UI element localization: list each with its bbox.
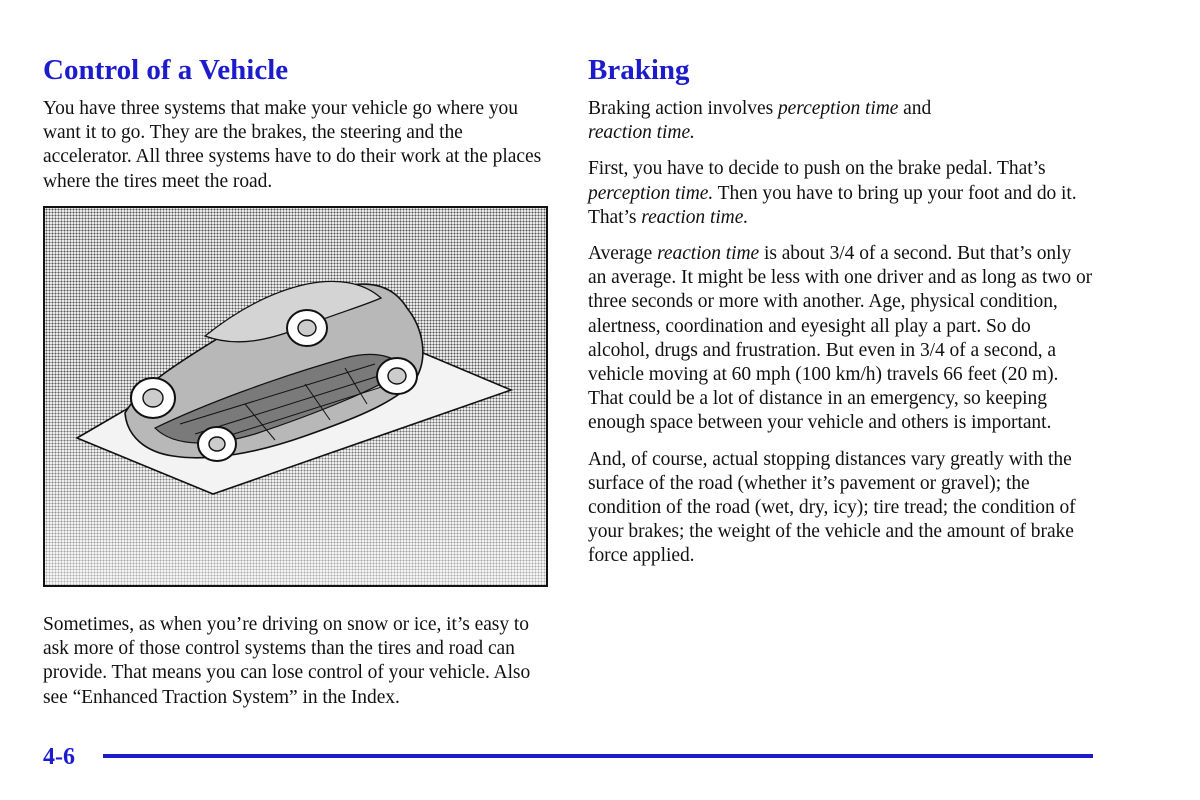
emphasis-term: perception time — [777, 98, 899, 119]
text-run: is about 3/4 of a second. But that’s only an average. It might be less with one driver and as long as two or three seconds or more with another. Age, physical condition, alertness, coordination and eyesight all play a part. So do alcohol, drugs and frustration. But even in 3/4 of a second, a vehicle moving at 60 mph (100 km/h) travels 66 feet (20 m). That could be a lot of distance in an emergency, so keeping enough space between your vehicle and others is important. — [588, 243, 1093, 434]
page-number: 4-6 — [43, 744, 75, 770]
left-column-continued — [43, 613, 551, 710]
text-run: and — [898, 98, 932, 119]
front-left-wheel — [131, 378, 175, 418]
front-right-wheel — [198, 427, 236, 461]
intro-paragraph: You have three systems that make your vehicle go where you want it to go. They are the brakes, the steering and the accelerator. All three systems have to do their work at the places where the tires meet the road. — [43, 98, 542, 192]
section-heading-control: Control of a Vehicle — [43, 54, 289, 86]
braking-paragraph-2 — [588, 157, 1094, 230]
text-run: First, you have to decide to push on the brake pedal. That’s — [588, 158, 1046, 180]
footer-rule — [103, 754, 1093, 758]
right-column — [588, 52, 1094, 581]
vehicle-underside-drawing — [45, 208, 546, 585]
emphasis-term: perception time. — [588, 182, 714, 204]
braking-paragraph-4: And, of course, actual stopping distances vary greatly with the surface of the road (whether it’s pavement or gravel); the condition of the road (wet, dry, icy); tire tread; the condition of your brakes; the weight of the vehicle and the amount of brake force applied. — [588, 448, 1076, 567]
section-heading-braking: Braking — [588, 54, 690, 86]
text-run: Average — [588, 243, 658, 265]
left-column — [43, 52, 551, 194]
traction-paragraph: Sometimes, as when you’re driving on snow or ice, it’s easy to ask more of those control systems than the tires and road can provide. That means you can lose control of your vehicle. Also see “Enhanced Traction System” in the Index. — [43, 614, 531, 708]
braking-paragraph-3 — [588, 242, 1094, 436]
text-run: Braking action involves — [588, 98, 778, 119]
rear-left-wheel — [287, 310, 327, 346]
braking-paragraph-1 — [588, 97, 1094, 145]
text-run: Then you have to bring up your foot and do it. That’s — [588, 182, 1077, 228]
rear-right-wheel — [377, 358, 417, 394]
emphasis-term: reaction time. — [641, 206, 749, 228]
vehicle-illustration — [43, 206, 548, 587]
emphasis-term: reaction time — [657, 243, 760, 265]
emphasis-term: reaction time. — [588, 122, 695, 144]
